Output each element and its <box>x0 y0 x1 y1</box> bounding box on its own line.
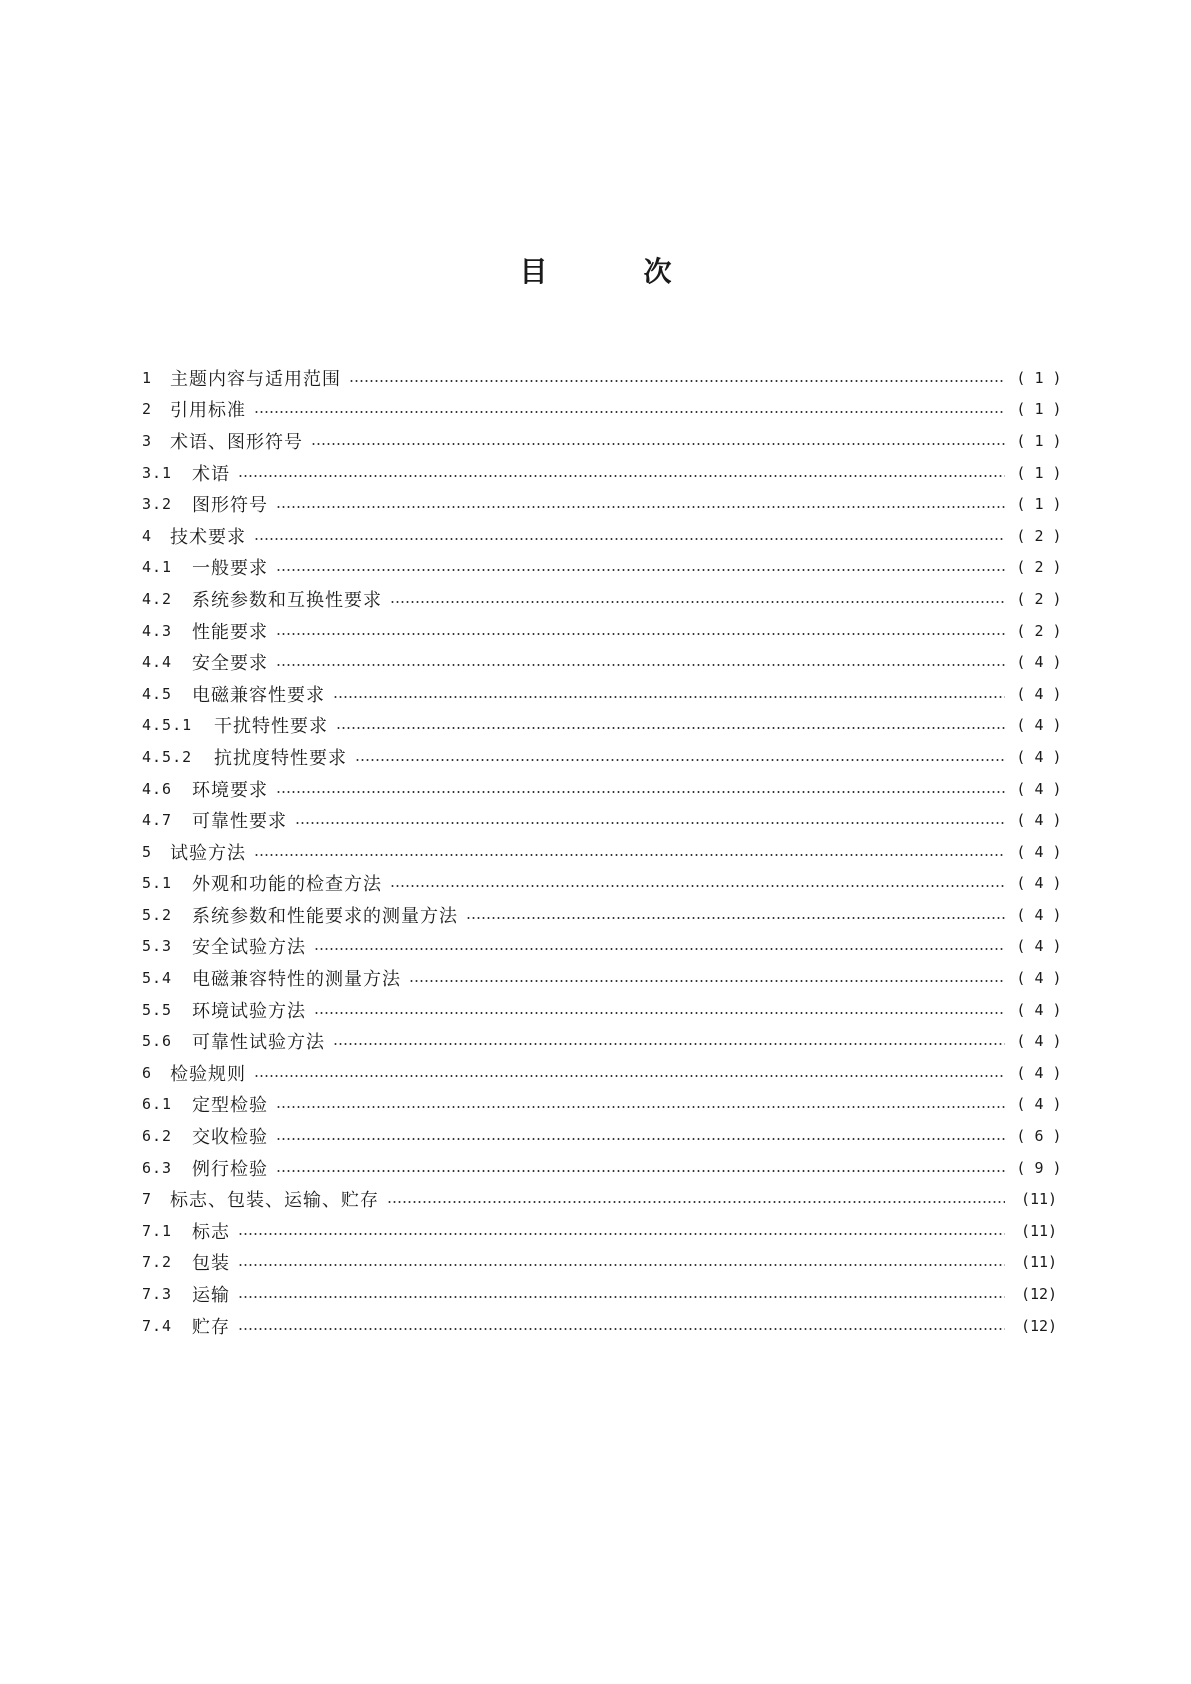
toc-entry-title: 抗扰度特性要求 <box>214 747 347 769</box>
toc-entry[interactable] <box>142 552 1065 584</box>
title-char-2: 次 <box>643 255 672 288</box>
toc-entry-title: 定型检验 <box>192 1095 268 1117</box>
toc-entry[interactable] <box>142 962 1065 994</box>
toc-entry-number: 3.1 <box>142 463 173 482</box>
toc-entry-number: 4.5.1 <box>142 716 193 735</box>
dot-leader <box>390 601 1005 603</box>
toc-entry-number: 6.2 <box>142 1127 173 1146</box>
toc-entry-page: ( 4 ) <box>1016 653 1062 672</box>
toc-entry[interactable] <box>142 1310 1065 1342</box>
toc-entry[interactable] <box>142 1183 1065 1215</box>
toc-entry-title: 检验规则 <box>170 1063 246 1085</box>
toc-entry[interactable] <box>142 1089 1065 1121</box>
toc-entry[interactable] <box>142 457 1065 489</box>
toc-entry-page: ( 1 ) <box>1016 463 1062 482</box>
dot-leader <box>238 1296 1005 1298</box>
toc-entry[interactable] <box>142 520 1065 552</box>
toc-entry-title: 一般要求 <box>192 558 268 580</box>
toc-entry-title: 技术要求 <box>170 526 246 548</box>
toc-entry[interactable] <box>142 1278 1065 1310</box>
toc-entry-title: 干扰特性要求 <box>214 716 328 738</box>
toc-entry[interactable] <box>142 804 1065 836</box>
dot-leader <box>276 569 1005 571</box>
dot-leader <box>409 980 1005 982</box>
toc-entry-number: 7.3 <box>142 1285 173 1304</box>
dot-leader <box>466 917 1005 919</box>
dot-leader <box>238 1264 1005 1266</box>
dot-leader <box>238 1328 1005 1330</box>
toc-entry-page: ( 4 ) <box>1016 1000 1062 1019</box>
toc-entry-page: (11) <box>1020 1190 1058 1209</box>
page-title <box>0 252 1191 292</box>
toc-entry-number: 5.5 <box>142 1000 173 1019</box>
dot-leader <box>254 411 1005 413</box>
toc-entry[interactable] <box>142 994 1065 1026</box>
toc-entry-number: 3.2 <box>142 495 173 514</box>
toc-entry-page: ( 2 ) <box>1016 526 1062 545</box>
toc-entry-number: 6.3 <box>142 1158 173 1177</box>
toc-entry-page: ( 4 ) <box>1016 811 1062 830</box>
toc-entry-page: ( 1 ) <box>1016 495 1062 514</box>
toc-entry[interactable] <box>142 362 1065 394</box>
toc-entry-number: 4.2 <box>142 589 173 608</box>
toc-entry-page: ( 4 ) <box>1016 874 1062 893</box>
dot-leader <box>333 1043 1005 1045</box>
toc-entry[interactable] <box>142 646 1065 678</box>
toc-entry-number: 3 <box>142 431 153 450</box>
dot-leader <box>336 727 1005 729</box>
toc-entry[interactable] <box>142 1215 1065 1247</box>
dot-leader <box>314 948 1005 950</box>
toc-entry-page: ( 4 ) <box>1016 842 1062 861</box>
dot-leader <box>314 1012 1005 1014</box>
toc-entry-number: 6 <box>142 1063 153 1082</box>
toc-entry-title: 引用标准 <box>170 400 246 422</box>
toc-entry[interactable] <box>142 394 1065 426</box>
table-of-contents <box>142 362 1065 1341</box>
dot-leader <box>355 759 1005 761</box>
toc-entry-number: 6.1 <box>142 1095 173 1114</box>
dot-leader <box>276 633 1005 635</box>
toc-entry-title: 环境试验方法 <box>192 1000 306 1022</box>
toc-entry[interactable] <box>142 868 1065 900</box>
toc-entry-page: ( 2 ) <box>1016 558 1062 577</box>
toc-entry-page: ( 4 ) <box>1016 969 1062 988</box>
toc-entry-title: 安全试验方法 <box>192 937 306 959</box>
toc-entry-title: 性能要求 <box>192 621 268 643</box>
toc-entry-number: 4 <box>142 526 153 545</box>
toc-entry-title: 贮存 <box>192 1316 230 1338</box>
toc-entry-number: 4.6 <box>142 779 173 798</box>
toc-entry-number: 1 <box>142 368 153 387</box>
dot-leader <box>295 822 1005 824</box>
dot-leader <box>311 443 1005 445</box>
toc-entry-title: 标志 <box>192 1221 230 1243</box>
dot-leader <box>349 380 1005 382</box>
toc-entry-number: 5.3 <box>142 937 173 956</box>
dot-leader <box>387 1201 1005 1203</box>
toc-entry-page: (11) <box>1020 1221 1058 1240</box>
toc-entry-page: ( 1 ) <box>1016 368 1062 387</box>
toc-entry-number: 5.6 <box>142 1032 173 1051</box>
dot-leader <box>254 1075 1005 1077</box>
toc-entry-number: 7.1 <box>142 1221 173 1240</box>
toc-entry-title: 试验方法 <box>170 842 246 864</box>
toc-entry[interactable] <box>142 1152 1065 1184</box>
toc-entry-title: 外观和功能的检查方法 <box>192 874 382 896</box>
toc-entry-title: 电磁兼容特性的测量方法 <box>192 969 401 991</box>
toc-entry-page: ( 1 ) <box>1016 400 1062 419</box>
toc-entry-title: 可靠性试验方法 <box>192 1032 325 1054</box>
dot-leader <box>254 854 1005 856</box>
toc-entry-page: ( 4 ) <box>1016 937 1062 956</box>
toc-entry-page: ( 6 ) <box>1016 1127 1062 1146</box>
toc-entry-title: 运输 <box>192 1285 230 1307</box>
dot-leader <box>276 1138 1005 1140</box>
dot-leader <box>276 506 1005 508</box>
toc-entry-number: 4.3 <box>142 621 173 640</box>
toc-entry[interactable] <box>142 1057 1065 1089</box>
toc-entry-title: 标志、包装、运输、贮存 <box>170 1190 379 1212</box>
toc-entry[interactable] <box>142 836 1065 868</box>
toc-entry-number: 7.4 <box>142 1316 173 1335</box>
toc-entry[interactable] <box>142 678 1065 710</box>
toc-entry-page: (12) <box>1020 1316 1058 1335</box>
toc-entry-title: 交收检验 <box>192 1127 268 1149</box>
toc-entry-number: 7 <box>142 1190 153 1209</box>
toc-entry-page: ( 4 ) <box>1016 684 1062 703</box>
toc-entry-number: 2 <box>142 400 153 419</box>
dot-leader <box>254 538 1005 540</box>
toc-entry-number: 4.5.2 <box>142 747 193 766</box>
dot-leader <box>333 696 1005 698</box>
toc-entry-page: ( 4 ) <box>1016 779 1062 798</box>
toc-entry[interactable] <box>142 773 1065 805</box>
dot-leader <box>238 1233 1005 1235</box>
toc-entry-title: 包装 <box>192 1253 230 1275</box>
toc-entry-number: 5 <box>142 842 153 861</box>
toc-entry-page: ( 4 ) <box>1016 905 1062 924</box>
toc-entry-page: ( 4 ) <box>1016 1063 1062 1082</box>
toc-entry-number: 4.5 <box>142 684 173 703</box>
toc-entry[interactable] <box>142 425 1065 457</box>
toc-entry-page: (12) <box>1020 1285 1058 1304</box>
toc-entry-page: ( 4 ) <box>1016 1032 1062 1051</box>
toc-entry[interactable] <box>142 615 1065 647</box>
toc-entry-title: 可靠性要求 <box>192 811 287 833</box>
toc-entry-title: 安全要求 <box>192 653 268 675</box>
toc-entry[interactable] <box>142 899 1065 931</box>
dot-leader <box>390 885 1005 887</box>
toc-entry[interactable] <box>142 583 1065 615</box>
toc-entry-title: 环境要求 <box>192 779 268 801</box>
dot-leader <box>238 475 1005 477</box>
toc-entry-page: ( 1 ) <box>1016 431 1062 450</box>
toc-entry[interactable] <box>142 741 1065 773</box>
toc-entry[interactable] <box>142 488 1065 520</box>
dot-leader <box>276 791 1005 793</box>
toc-entry-page: ( 4 ) <box>1016 716 1062 735</box>
toc-entry-title: 主题内容与适用范围 <box>170 368 341 390</box>
toc-entry-number: 7.2 <box>142 1253 173 1272</box>
toc-entry[interactable] <box>142 1247 1065 1279</box>
toc-entry[interactable] <box>142 710 1065 742</box>
toc-entry-number: 5.1 <box>142 874 173 893</box>
toc-entry-number: 4.7 <box>142 811 173 830</box>
toc-entry-page: ( 4 ) <box>1016 747 1062 766</box>
toc-entry-page: ( 4 ) <box>1016 1095 1062 1114</box>
toc-entry-title: 术语、图形符号 <box>170 431 303 453</box>
toc-entry-number: 5.4 <box>142 969 173 988</box>
toc-entry-page: ( 2 ) <box>1016 589 1062 608</box>
toc-entry-page: (11) <box>1020 1253 1058 1272</box>
toc-entry-title: 例行检验 <box>192 1158 268 1180</box>
toc-entry-title: 系统参数和性能要求的测量方法 <box>192 905 458 927</box>
toc-entry[interactable] <box>142 1120 1065 1152</box>
title-char-1: 目 <box>519 255 548 288</box>
toc-entry-number: 5.2 <box>142 905 173 924</box>
toc-entry-title: 电磁兼容性要求 <box>192 684 325 706</box>
toc-entry-title: 术语 <box>192 463 230 485</box>
toc-entry-page: ( 9 ) <box>1016 1158 1062 1177</box>
dot-leader <box>276 1106 1005 1108</box>
toc-entry-title: 图形符号 <box>192 495 268 517</box>
toc-entry-number: 4.1 <box>142 558 173 577</box>
toc-entry[interactable] <box>142 931 1065 963</box>
toc-entry[interactable] <box>142 1025 1065 1057</box>
toc-entry-number: 4.4 <box>142 653 173 672</box>
dot-leader <box>276 1170 1005 1172</box>
toc-entry-title: 系统参数和互换性要求 <box>192 589 382 611</box>
dot-leader <box>276 664 1005 666</box>
toc-entry-page: ( 2 ) <box>1016 621 1062 640</box>
